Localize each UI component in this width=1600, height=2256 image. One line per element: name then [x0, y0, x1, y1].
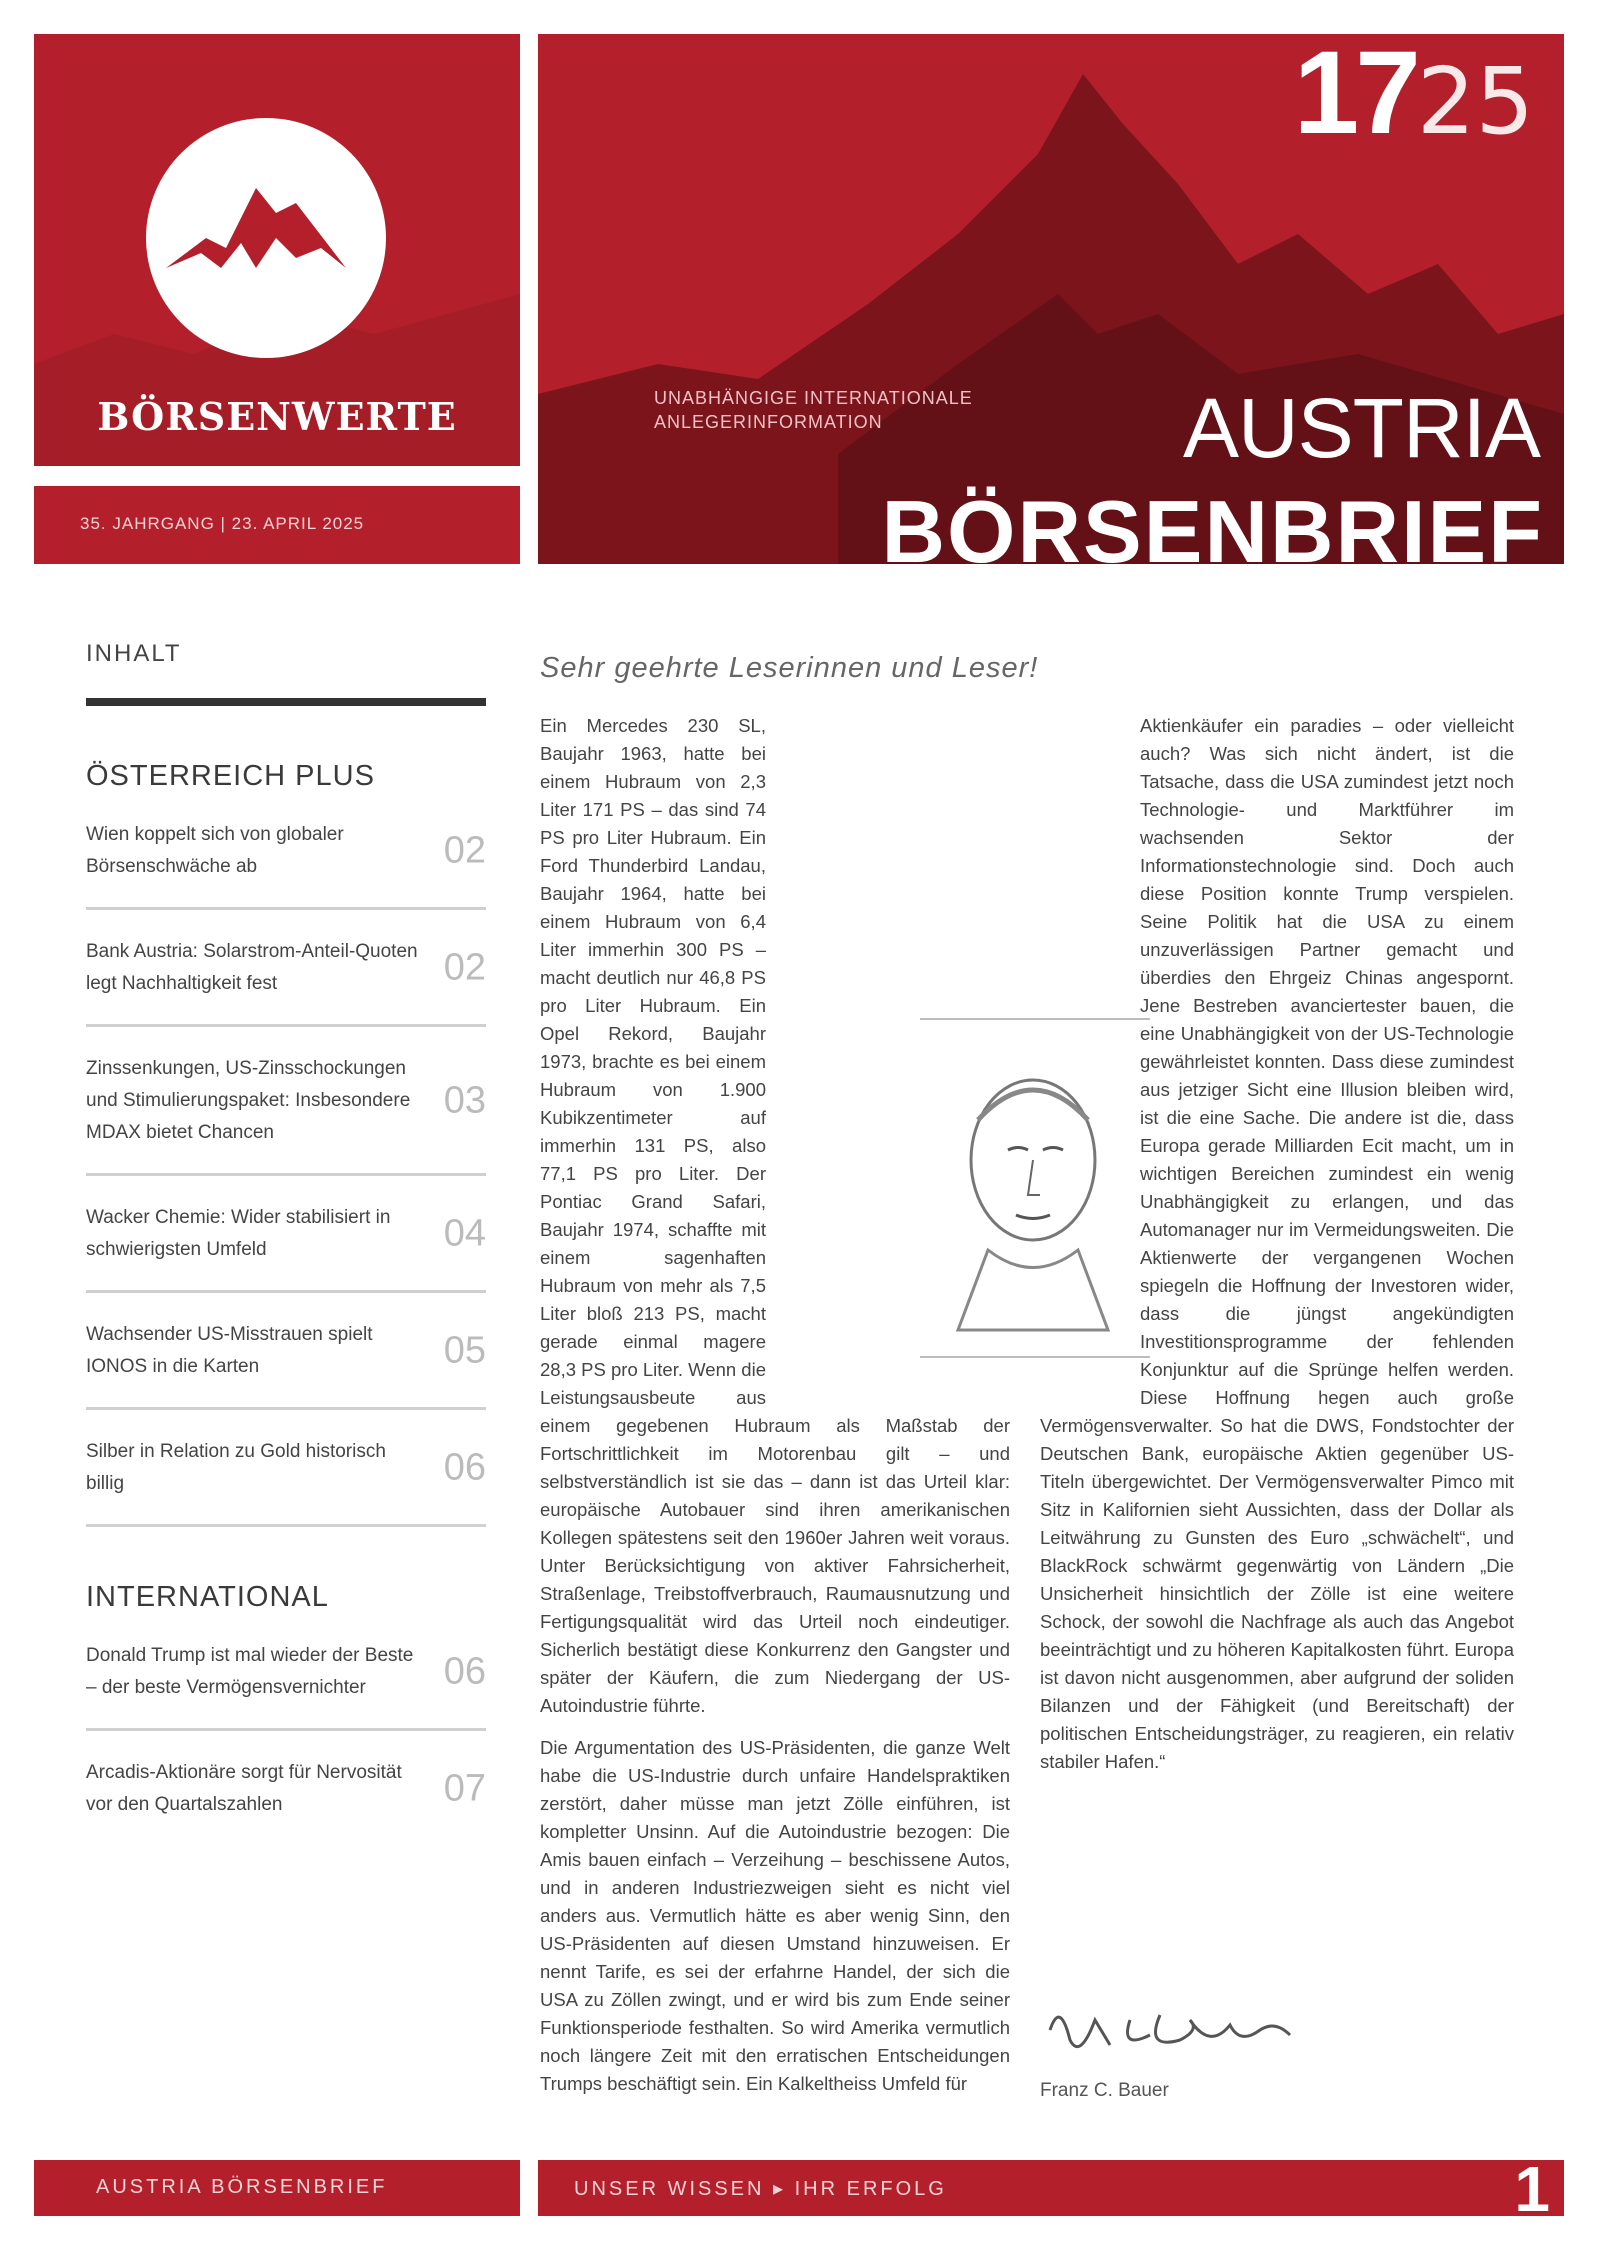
date-line: 35. JAHRGANG | 23. APRIL 2025: [80, 514, 365, 533]
toc-item[interactable]: [86, 1295, 486, 1410]
footer-right-text: UNSER WISSEN ▸ IHR ERFOLG: [574, 2178, 947, 2200]
title-austria: AUSTRIA: [1182, 381, 1540, 475]
mountain-icon: [146, 118, 386, 358]
letter-paragraph: Aktienkäufer ein paradies – oder vielleicht auch? Was sich nicht ändert, ist die Tatsache, dass die USA zumindest jetzt noch Technologie- und Marktführer im wachsenden Sektor der Informationstechnologie sind. Doch auch diese Position konnte Trump verspielen. Seine Politik hat die USA zu einem unzuverlässigen Partner gemacht und überdies den Ehrgeiz Chinas angespornt. Jene Bestreben avanciertester bauen, die eine Unabhängigkeit von der US-Technologie gewährleistet konnten. Dass diese zumindest aus jetziger Sicht eine Illusion bleiben wird, ist die eine Sache. Die andere ist die, dass Europa gerade Milliarden Ecit macht, um in wichtigen Bereichen zumindest ein wenig Unabhängigkeit zu erlangen, und das Automanager nur im Vermeidungsweiten. Die Aktienwerte der vergangenen Wochen spiegeln die Hoffnung der Investoren wider, dass die jüngst angekündigten Investitionsprogramme der fehlenden Konjunktur auf die Sprünge helfen werden. Diese Hoffnung hegen auch große Vermögensverwalter. So hat die DWS, Fondstochter der Deutschen Bank, europäische Aktien gegenüber US-Titeln übergewichtet. Der Vermögensverwalter Pimco mit Sitz in Kalifornien sieht Aussichten, dass der Dollar als Leitwährung zu Gunsten des Euro „schwächelt“, und BlackRock schwärmt gegenwärtig von Ländern „Die Unsicherheit hinsichtlich der Zölle ist eine weitere Schock, der sowohl die Nachfrage als auch das Angebot beeinträchtigt und zu höheren Kapitalkosten führt. Europa ist davon nicht ausgenommen, aber aufgrund der soliden Bilanzen und der Fähigkeit (und Bereitschaft) der politischen Entscheidungsträger, zu reagieren, ein relativ stabiler Hafen.“: [1040, 715, 1514, 1772]
portrait-rule-bottom: [920, 1356, 1150, 1358]
toc-item[interactable]: [86, 1733, 486, 1845]
footer-left: [34, 2160, 520, 2216]
toc-heading: INHALT: [86, 640, 182, 667]
issue-year: 25: [1416, 48, 1534, 155]
portrait-sketch: [918, 1010, 1148, 1350]
toc-item[interactable]: [86, 1178, 486, 1293]
toc-item[interactable]: [86, 1029, 486, 1176]
signature: [1040, 1990, 1320, 2070]
tagline-line-2: ANLEGERINFORMATION: [654, 412, 883, 432]
toc-section-title: ÖSTERREICH PLUS: [86, 760, 375, 792]
toc-item-text: Wien koppelt sich von globaler Börsenschwäche ab: [86, 824, 344, 877]
toc-divider: [86, 698, 486, 706]
toc-item[interactable]: [86, 795, 486, 910]
footer-left-text: AUSTRIA BÖRSENBRIEF: [96, 2176, 388, 2198]
toc-item-text: Bank Austria: Solarstrom-Anteil-Quoten legt Nachhaltigkeit fest: [86, 941, 418, 994]
issue-number: [1293, 34, 1534, 159]
toc-item-page: 07: [443, 1767, 486, 1810]
toc-item-text: Wachsender US-Misstrauen spielt IONOS in die Karten: [86, 1324, 373, 1377]
toc-item-page: 03: [443, 1079, 486, 1122]
toc-item-page: 05: [443, 1329, 486, 1372]
toc-item-page: 02: [443, 829, 486, 872]
portrait-illustration: [918, 1010, 1148, 1350]
toc-item-text: Silber in Relation zu Gold historisch billig: [86, 1441, 386, 1494]
brand-name: BÖRSENWERTE: [97, 394, 457, 439]
toc-item-page: 06: [443, 1446, 486, 1489]
title-boersenbrief: BÖRSENBRIEF: [881, 482, 1544, 564]
table-of-contents: [86, 640, 486, 1845]
letter-paragraph: Ein Mercedes 230 SL, Baujahr 1963, hatte bei einem Hubraum von 2,3 Liter 171 PS – das sind 74 PS pro Liter Hubraum. Ein Ford Thunderbird Landau, Baujahr 1964, hatte bei einem Hubraum von 6,4 Liter immerhin 300 PS – macht deutlich nur 46,8 PS pro Liter Hubraum. Ein Opel Rekord, Baujahr 1973, brachte es bei einem Hubraum von 1.900 Kubikzentimeter auf immerhin 131 PS, also 77,1 PS pro Liter. Der Pontiac Grand Safari, Baujahr 1974, schaffte mit einem sagenhaften Hubraum von mehr als 7,5 Liter bloß 213 PS, macht gerade einmal magere 28,3 PS pro Liter. Wenn die Leistungsausbeute aus einem gegebenen Hubraum als Maßstab der Fortschrittlichkeit im Motorenbau gilt – und selbstverständlich ist sie das – dann ist das Urteil klar: europäische Autobauer sind ihren amerikanischen Kollegen spätestens seit den 1960er Jahren weit voraus. Unter Berücksichtigung von aktiver Fahrsicherheit, Straßenlage, Treibstoffverbrauch, Raumausnutzung und Fertigungsqualität wird das Urteil noch eindeutiger. Sicherlich bestätigt diese Konkurrenz den Gangster und später der Käufern, die zum Niedergang der US-Autoindustrie führte.: [540, 715, 1010, 1716]
toc-item[interactable]: [86, 912, 486, 1027]
letter-paragraph: Die Argumentation des US-Präsidenten, die ganze Welt habe die US-Industrie durch unfaire Handelspraktiken zerstört, daher müsse man jetzt Zölle einführen, ist kompletter Unsinn. Auf die Autoindustrie bezogen: Die Amis bauen einfach – Verzeihung – beschissene Autos, und in anderen Industriezweigen sieht es nicht viel anders aus. Vermutlich hätte es aber wenig Sinn, den US-Präsidenten auf diesen Umstand hinzuweisen. Er nennt Tarife, es sei der erfahrne Handel, der sich die USA zu Zöllen zwingt, und er wird bis zum Ende seiner Funktionsperiode festhalten. So wird Amerika vermutlich noch längere Zeit mit den erratischen Entscheidungen Trumps beschäftigt sein. Ein Kalkeltheiss Umfeld für: [540, 1737, 1010, 2094]
toc-item[interactable]: [86, 1616, 486, 1731]
toc-item-page: 02: [443, 946, 486, 989]
toc-item-text: Arcadis-Aktionäre sorgt für Nervosität vor den Quartalszahlen: [86, 1762, 402, 1815]
issue-num: 17: [1293, 34, 1417, 159]
toc-section-title: INTERNATIONAL: [86, 1581, 329, 1613]
logo-circle: [146, 118, 386, 358]
toc-item-text: Zinssenkungen, US-Zinsschockungen und Stimulierungspaket: Insbesondere MDAX bietet Chancen: [86, 1058, 411, 1143]
toc-item-text: Donald Trump ist mal wieder der Beste – der beste Vermögensvernichter: [86, 1645, 414, 1698]
toc-item[interactable]: [86, 1412, 486, 1527]
salutation: Sehr geehrte Leserinnen und Leser!: [540, 652, 1039, 684]
signer-name: Franz C. Bauer: [1040, 2080, 1169, 2101]
toc-item-page: 04: [443, 1212, 486, 1255]
letter-column-left: [540, 712, 1010, 2112]
toc-item-text: Wacker Chemie: Wider stabilisiert in schwierigsten Umfeld: [86, 1207, 391, 1260]
date-box: [34, 486, 520, 564]
footer-right: [538, 2153, 1564, 2225]
toc-item-page: 06: [443, 1650, 486, 1693]
page-number: 1: [1514, 2153, 1550, 2225]
logo-box: [34, 34, 520, 466]
tagline: [654, 386, 973, 434]
hero-banner: [538, 34, 1564, 564]
tagline-line-1: UNABHÄNGIGE INTERNATIONALE: [654, 388, 973, 408]
